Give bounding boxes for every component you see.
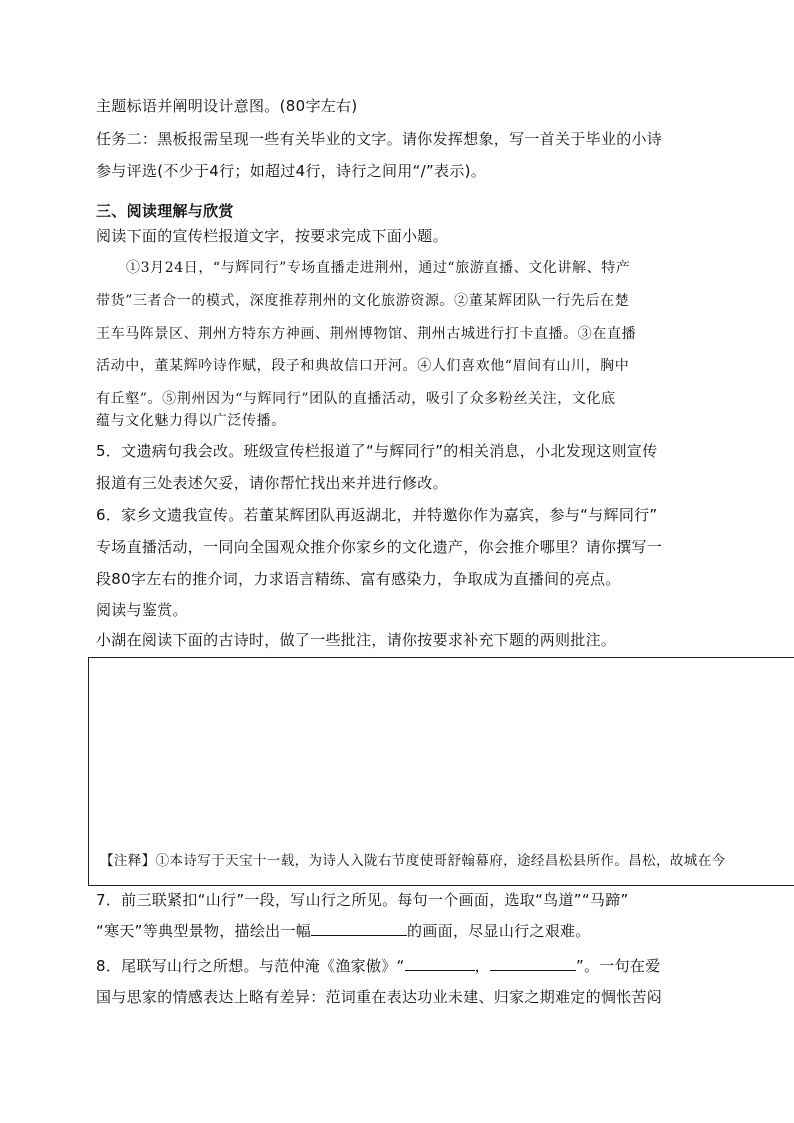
- passage-line-1: ①3月24日，“与辉同行”专场直播走进荆州，通过“旅游直播、文化讲解、特产: [126, 260, 631, 276]
- annotation-intro: 小湖在阅读下面的古诗时，做了一些批注，请你按要求补充下题的两则批注。: [96, 631, 617, 649]
- question-6-line-1: 6．家乡文遗我宣传。若董某辉团队再返湖北，并特邀你作为嘉宾，参与“与辉同行”: [96, 506, 658, 524]
- task-two-line-1: 任务二：黑板报需呈现一些有关毕业的文字。请你发挥想象，写一首关于毕业的小诗: [96, 130, 663, 148]
- poem-box: [88, 657, 794, 886]
- poem-note: 【注释】①本诗写于天宝十一载，为诗人入陇右节度使哥舒翰幕府，途经昌松县所作。昌松，故城在今: [100, 853, 726, 869]
- question-6-line-2: 专场直播活动，一同向全国观众推介你家乡的文化遗产，你会推介哪里？请你撰写一: [96, 538, 663, 556]
- passage-line-4: 活动中，董某辉吟诗作赋，段子和典故信口开河。④人们喜欢他“眉间有山川，胸中: [96, 358, 630, 374]
- question-8-text-b: ”。一句在爱: [575, 957, 661, 975]
- answer-blank[interactable]: [311, 921, 407, 936]
- passage-line-3: 王车马阵景区、荆州方特东方神画、荆州博物馆、荆州古城进行打卡直播。③在直播: [96, 326, 637, 342]
- reading-instruction: 阅读下面的宣传栏报道文字，按要求完成下面小题。: [96, 227, 448, 245]
- question-7-line-1: 7．前三联紧扣“山行”一段，写山行之所见。每句一个画面，选取“鸟道”“马蹄”: [96, 891, 629, 909]
- answer-blank[interactable]: [405, 956, 475, 971]
- passage-line-5: 有丘壑”。⑤荆州因为“与辉同行”团队的直播活动，吸引了众多粉丝关注，文化底: [96, 391, 616, 407]
- question-7-text-b: 的画面，尽显山行之艰难。: [407, 922, 591, 940]
- section-heading: 三、阅读理解与欣赏: [96, 202, 234, 220]
- task-one-tail: 主题标语并阐明设计意图。(80字左右): [96, 97, 358, 115]
- question-5-line-1: 5．文遗病句我会改。班级宣传栏报道了“与辉同行”的相关消息，小北发现这则宣传: [96, 442, 658, 460]
- question-8-text-a: 8．尾联写山行之所想。与范仲淹《渔家傲》“: [96, 957, 405, 975]
- question-8-separator: ，: [474, 957, 490, 975]
- answer-blank[interactable]: [490, 956, 576, 971]
- question-7-line-2: [96, 921, 591, 941]
- task-two-line-2: 参与评选(不少于4行；如超过4行，诗行之间用“/”表示)。: [96, 162, 487, 180]
- question-8-line-1: [96, 956, 661, 976]
- question-7-text-a: “寒天”等典型景物，描绘出一幅: [96, 922, 312, 940]
- passage-line-6: 蕴与文化魅力得以广泛传播。: [96, 413, 286, 429]
- question-6-line-3: 段80字左右的推介词，力求语言精练、富有感染力，争取成为直播间的亮点。: [96, 570, 621, 588]
- appreciation-heading: 阅读与鉴赏。: [96, 601, 188, 619]
- question-8-line-2: 国与思家的情感表达上略有差异：范词重在表达功业未建、归家之期难定的惆怅苦闷: [96, 988, 663, 1006]
- passage-line-2: 带货”三者合一的模式，深度推荐荆州的文化旅游资源。②董某辉团队一行先后在楚: [96, 293, 630, 309]
- question-5-line-2: 报道有三处表述欠妥，请你帮忙找出来并进行修改。: [96, 474, 448, 492]
